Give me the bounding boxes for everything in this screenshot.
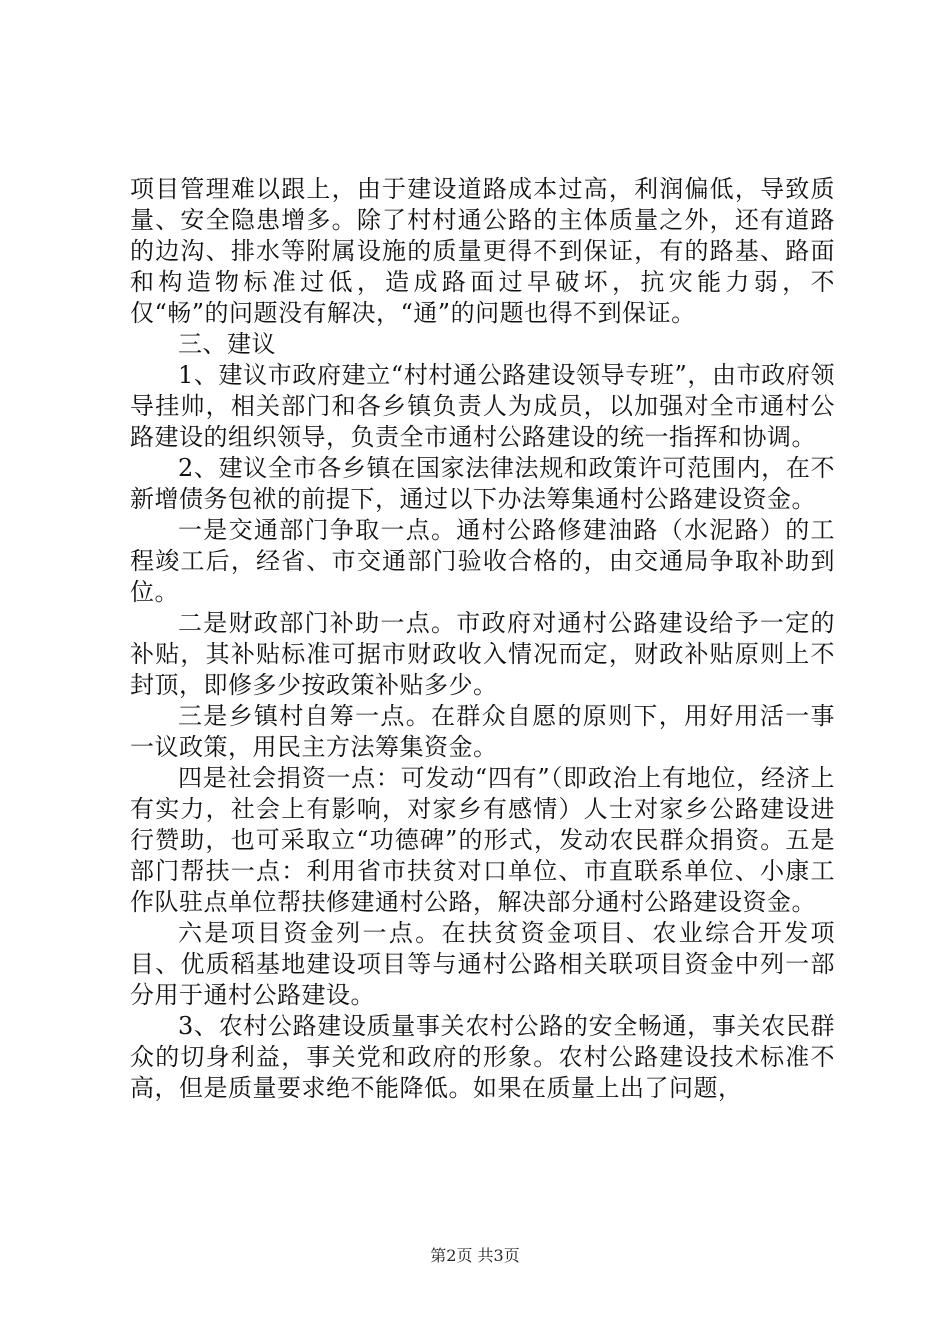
- paragraph-funding-project: 六是项目资金列一点。在扶贫资金项目、农业综合开发项目、优质稻基地建设项目等与通村公路相关联项目资金中列一部分用于通村公路建设。: [130, 919, 835, 1009]
- paragraph-suggestion-3: 3、农村公路建设质量事关农村公路的安全畅通，事关农民群众的切身利益，事关党和政府的形象。农村公路建设技术标准不高，但是质量要求绝不能降低。如果在质量上出了问题，: [130, 1012, 835, 1102]
- paragraph-funding-donation: 四是社会捐资一点：可发动“四有”（即政治上有地位，经济上有实力，社会上有影响，对家乡有感情）人士对家乡公路建设进行赞助，也可采取立“功德碑”的形式，发动农民群众捐资。五是部门帮扶一点：利用省市扶贫对口单位、市直联系单位、小康工作队驻点单位帮扶修建通村公路，解决部分通村公路建设资金。: [130, 764, 835, 916]
- paragraph-funding-self-raised: 三是乡镇村自筹一点。在群众自愿的原则下，用好用活一事一议政策，用民主方法筹集资金。: [130, 702, 835, 761]
- paragraph-suggestion-2: 2、建议全市各乡镇在国家法律法规和政策许可范围内，在不新增债务包袱的前提下，通过以下办法筹集通村公路建设资金。: [130, 454, 835, 513]
- paragraph-funding-finance: 二是财政部门补助一点。市政府对通村公路建设给予一定的补贴，其补贴标准可据市财政收入情况而定，财政补贴原则上不封顶，即修多少按政策补贴多少。: [130, 609, 835, 699]
- paragraph-funding-traffic: 一是交通部门争取一点。通村公路修建油路（水泥路）的工程竣工后，经省、市交通部门验收合格的，由交通局争取补助到位。: [130, 516, 835, 606]
- section-heading-suggestions: 三、建议: [178, 330, 276, 358]
- paragraph-quality-issues: 项目管理难以跟上，由于建设道路成本过高，利润偏低，导致质量、安全隐患增多。除了村村通公路的主体质量之外，还有道路的边沟、排水等附属设施的质量更得不到保证，有的路基、路面和构造物标准过低，造成路面过早破坏，抗灾能力弱，不仅“畅”的问题没有解决，“通”的问题也得不到保证。: [130, 175, 835, 327]
- document-body: [130, 174, 835, 1104]
- paragraph-suggestion-1: 1、建议市政府建立“村村通公路建设领导专班”，由市政府领导挂帅，相关部门和各乡镇负责人为成员，以加强对全市通村公路建设的组织领导，负责全市通村公路建设的统一指挥和协调。: [130, 361, 835, 451]
- page-number-footer: 第2页 共3页: [430, 1246, 520, 1265]
